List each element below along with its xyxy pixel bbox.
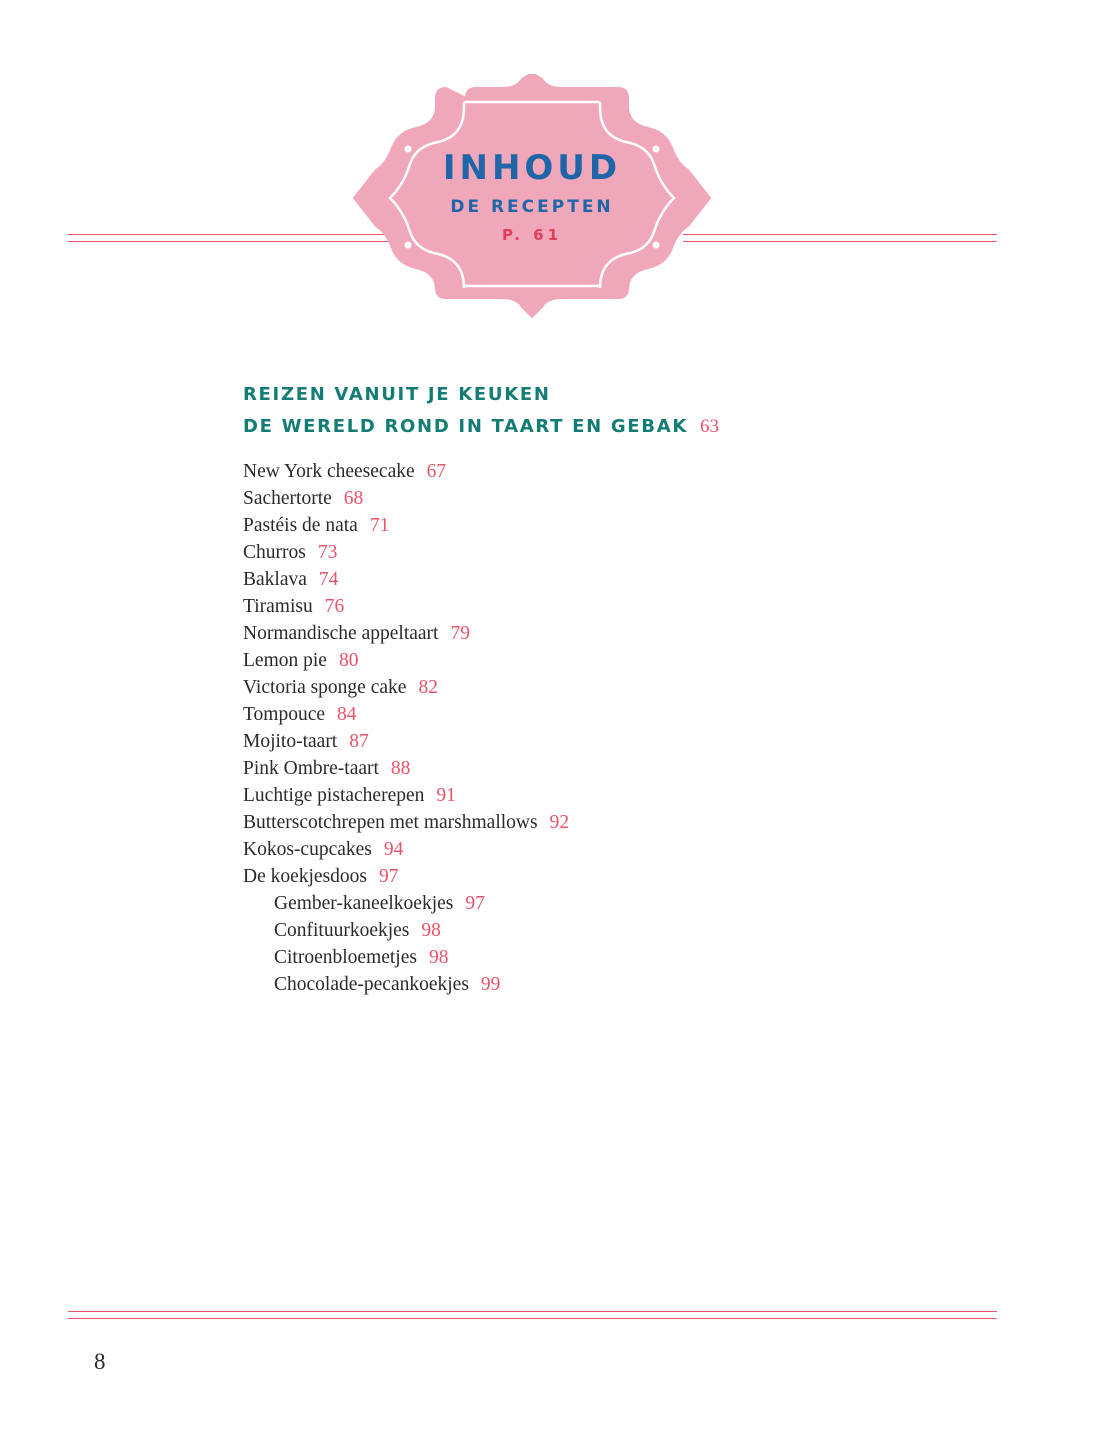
entry-title: Pink Ombre-taart [243, 758, 379, 779]
entry-title: De koekjesdoos [243, 866, 368, 887]
entry-page-number: 88 [390, 758, 411, 779]
entry-page-number: 98 [421, 920, 441, 941]
entry-page-number: 67 [426, 461, 447, 482]
entry-title: Normandische appeltaart [243, 623, 439, 644]
toc-entry[interactable] [243, 620, 569, 647]
section-heading-line-1: REIZEN VANUIT JE KEUKEN [243, 384, 551, 405]
toc-entry[interactable] [243, 782, 569, 809]
entry-page-number: 92 [549, 812, 570, 833]
toc-entry[interactable] [243, 674, 569, 701]
entry-title: Lemon pie [243, 650, 327, 671]
section-heading-text: DE WERELD ROND IN TAART EN GEBAK [243, 416, 688, 437]
flourish-ornament-icon [352, 74, 400, 88]
toc-sub-entry[interactable] [243, 971, 569, 998]
entry-title: Gember-kaneelkoekjes [274, 893, 454, 914]
entry-title: New York cheesecake [243, 461, 415, 482]
toc-entry[interactable] [243, 485, 569, 512]
entry-page-number: 80 [338, 650, 359, 671]
toc-entry[interactable] [243, 539, 569, 566]
toc-entry[interactable] [243, 809, 569, 836]
entry-title: Citroenbloemetjes [274, 947, 417, 968]
toc-entry[interactable] [243, 647, 569, 674]
toc-entry[interactable] [243, 836, 569, 863]
bottom-rule [68, 1311, 997, 1319]
folio-page-number: 8 [94, 1349, 106, 1374]
entry-title: Butterscotchrepen met marshmallows [243, 812, 538, 833]
entry-title: Tompouce [243, 704, 326, 725]
recipe-list [243, 458, 569, 998]
entry-title: Kokos-cupcakes [243, 839, 372, 860]
entry-page-number: 82 [418, 677, 438, 698]
entry-title: Mojito-taart [243, 731, 338, 752]
title-label-badge [352, 74, 712, 322]
toc-sub-entry[interactable] [243, 944, 569, 971]
entry-title: Pastéis de nata [243, 515, 358, 536]
entry-title: Sachertorte [243, 488, 332, 509]
entry-page-number: 91 [436, 785, 456, 806]
entry-page-number: 84 [337, 704, 357, 725]
top-rule-left [68, 234, 388, 242]
entry-page-number: 97 [465, 893, 485, 914]
entry-title: Confituurkoekjes [274, 920, 410, 941]
toc-sub-entry[interactable] [243, 917, 569, 944]
entry-page-number: 68 [343, 488, 364, 509]
entry-title: Baklava [243, 569, 307, 590]
entry-page-number: 71 [369, 515, 390, 536]
entry-title: Luchtige pistacherepen [243, 785, 425, 806]
entry-page-number: 94 [383, 839, 404, 860]
entry-title: Churros [243, 542, 306, 563]
toc-entry[interactable] [243, 566, 569, 593]
badge-title: INHOUD [442, 148, 622, 188]
toc-sub-entry[interactable] [243, 890, 569, 917]
entry-page-number: 73 [317, 542, 338, 563]
entry-title: Chocolade-pecankoekjes [274, 974, 469, 995]
top-rule-right [683, 234, 997, 242]
entry-title: Tiramisu [243, 596, 313, 617]
toc-entry[interactable] [243, 728, 569, 755]
entry-page-number: 97 [379, 866, 399, 887]
toc-entry[interactable] [243, 863, 569, 890]
toc-entry[interactable] [243, 512, 569, 539]
toc-entry[interactable] [243, 701, 569, 728]
entry-page-number: 79 [450, 623, 470, 644]
toc-entry[interactable] [243, 458, 569, 485]
entry-page-number: 87 [349, 731, 369, 752]
entry-page-number: 98 [428, 947, 449, 968]
toc-entry[interactable] [243, 593, 569, 620]
entry-page-number: 99 [480, 974, 501, 995]
entry-title: Victoria sponge cake [243, 677, 407, 698]
badge-page-reference: P. 61 [501, 226, 563, 244]
entry-page-number: 74 [318, 569, 339, 590]
section-page-number: 63 [700, 416, 719, 437]
section-heading-line-2 [243, 416, 719, 438]
badge-subtitle: DE RECEPTEN [450, 197, 614, 217]
entry-page-number: 76 [324, 596, 345, 617]
toc-entry[interactable] [243, 755, 569, 782]
